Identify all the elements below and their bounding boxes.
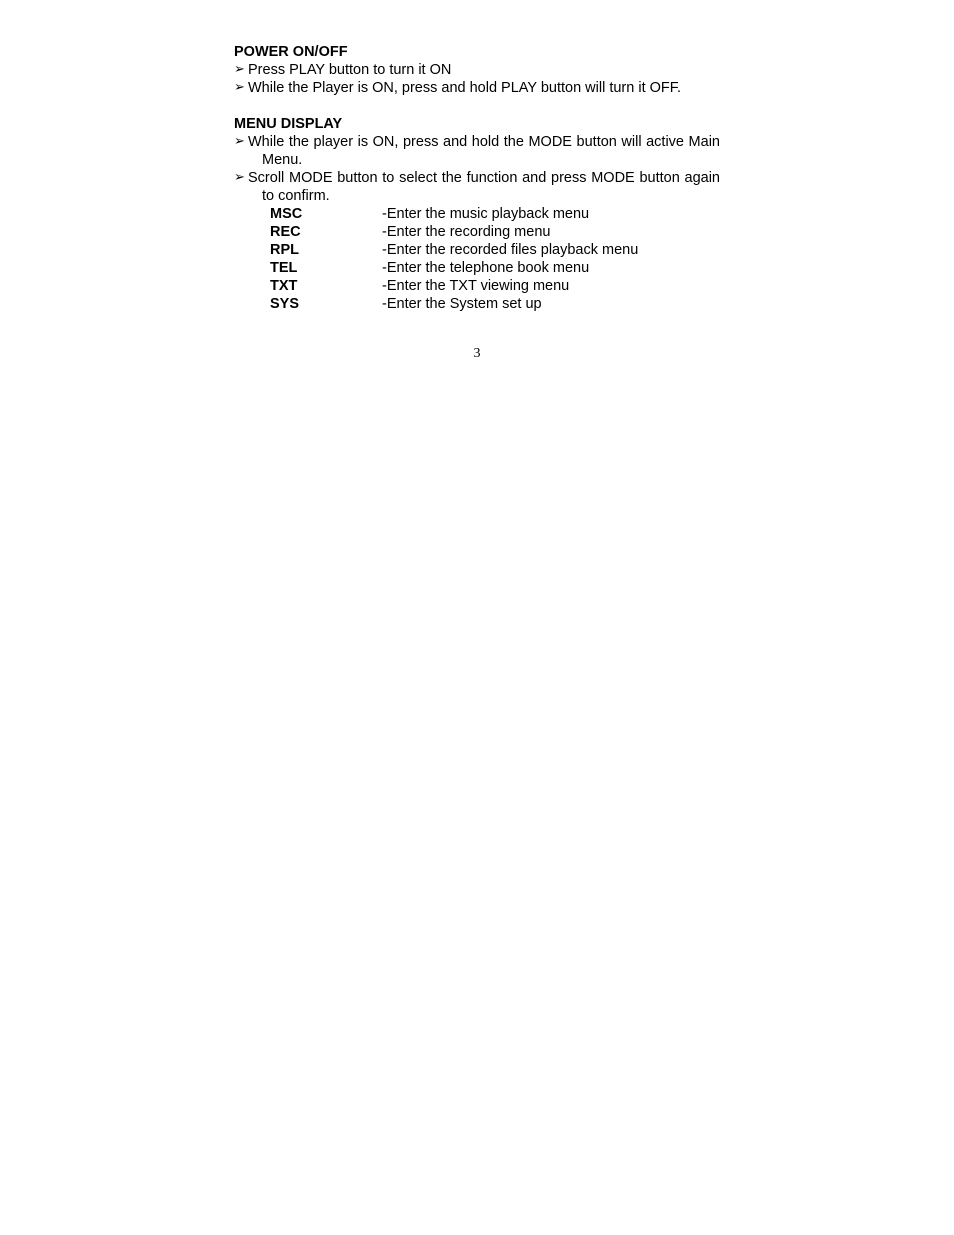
menu-item-msc bbox=[234, 205, 720, 223]
menu-item-description: -Enter the music playback menu bbox=[382, 206, 590, 222]
menu-item-rpl bbox=[234, 241, 720, 259]
bullet-text: Scroll MODE button to select the function and press MODE button again to confirm. bbox=[248, 170, 720, 204]
menu-function-list bbox=[234, 205, 720, 313]
menu-item-rec bbox=[234, 223, 720, 241]
page-number: 3 bbox=[473, 346, 481, 361]
power-bullet-2 bbox=[234, 79, 720, 97]
bullet-text: Press PLAY button to turn it ON bbox=[248, 62, 452, 78]
menu-item-txt bbox=[234, 277, 720, 295]
menu-item-sys bbox=[234, 295, 720, 313]
arrow-bullet-icon: ➢ bbox=[234, 134, 245, 149]
bullet-text: While the player is ON, press and hold the MODE button will active Main Menu. bbox=[248, 134, 720, 168]
page-content bbox=[234, 43, 720, 313]
power-bullet-1 bbox=[234, 61, 720, 79]
bullet-text: While the Player is ON, press and hold PLAY button will turn it OFF. bbox=[248, 80, 682, 96]
power-section-heading: POWER ON/OFF bbox=[234, 44, 348, 60]
menu-item-code: MSC bbox=[270, 206, 303, 222]
arrow-bullet-icon: ➢ bbox=[234, 62, 245, 77]
menu-item-description: -Enter the recorded files playback menu bbox=[382, 242, 639, 258]
menu-item-tel bbox=[234, 259, 720, 277]
menu-bullet-1 bbox=[234, 133, 720, 169]
menu-item-code: TXT bbox=[270, 278, 298, 294]
menu-section-heading: MENU DISPLAY bbox=[234, 116, 343, 132]
arrow-bullet-icon: ➢ bbox=[234, 170, 245, 185]
menu-item-code: TEL bbox=[270, 260, 298, 276]
menu-item-code: SYS bbox=[270, 296, 300, 312]
arrow-bullet-icon: ➢ bbox=[234, 80, 245, 95]
menu-item-code: RPL bbox=[270, 242, 299, 258]
menu-item-description: -Enter the System set up bbox=[382, 296, 542, 312]
menu-item-description: -Enter the TXT viewing menu bbox=[382, 278, 570, 294]
menu-bullet-2 bbox=[234, 169, 720, 205]
menu-item-description: -Enter the telephone book menu bbox=[382, 260, 590, 276]
menu-item-description: -Enter the recording menu bbox=[382, 224, 551, 240]
menu-item-code: REC bbox=[270, 224, 301, 240]
